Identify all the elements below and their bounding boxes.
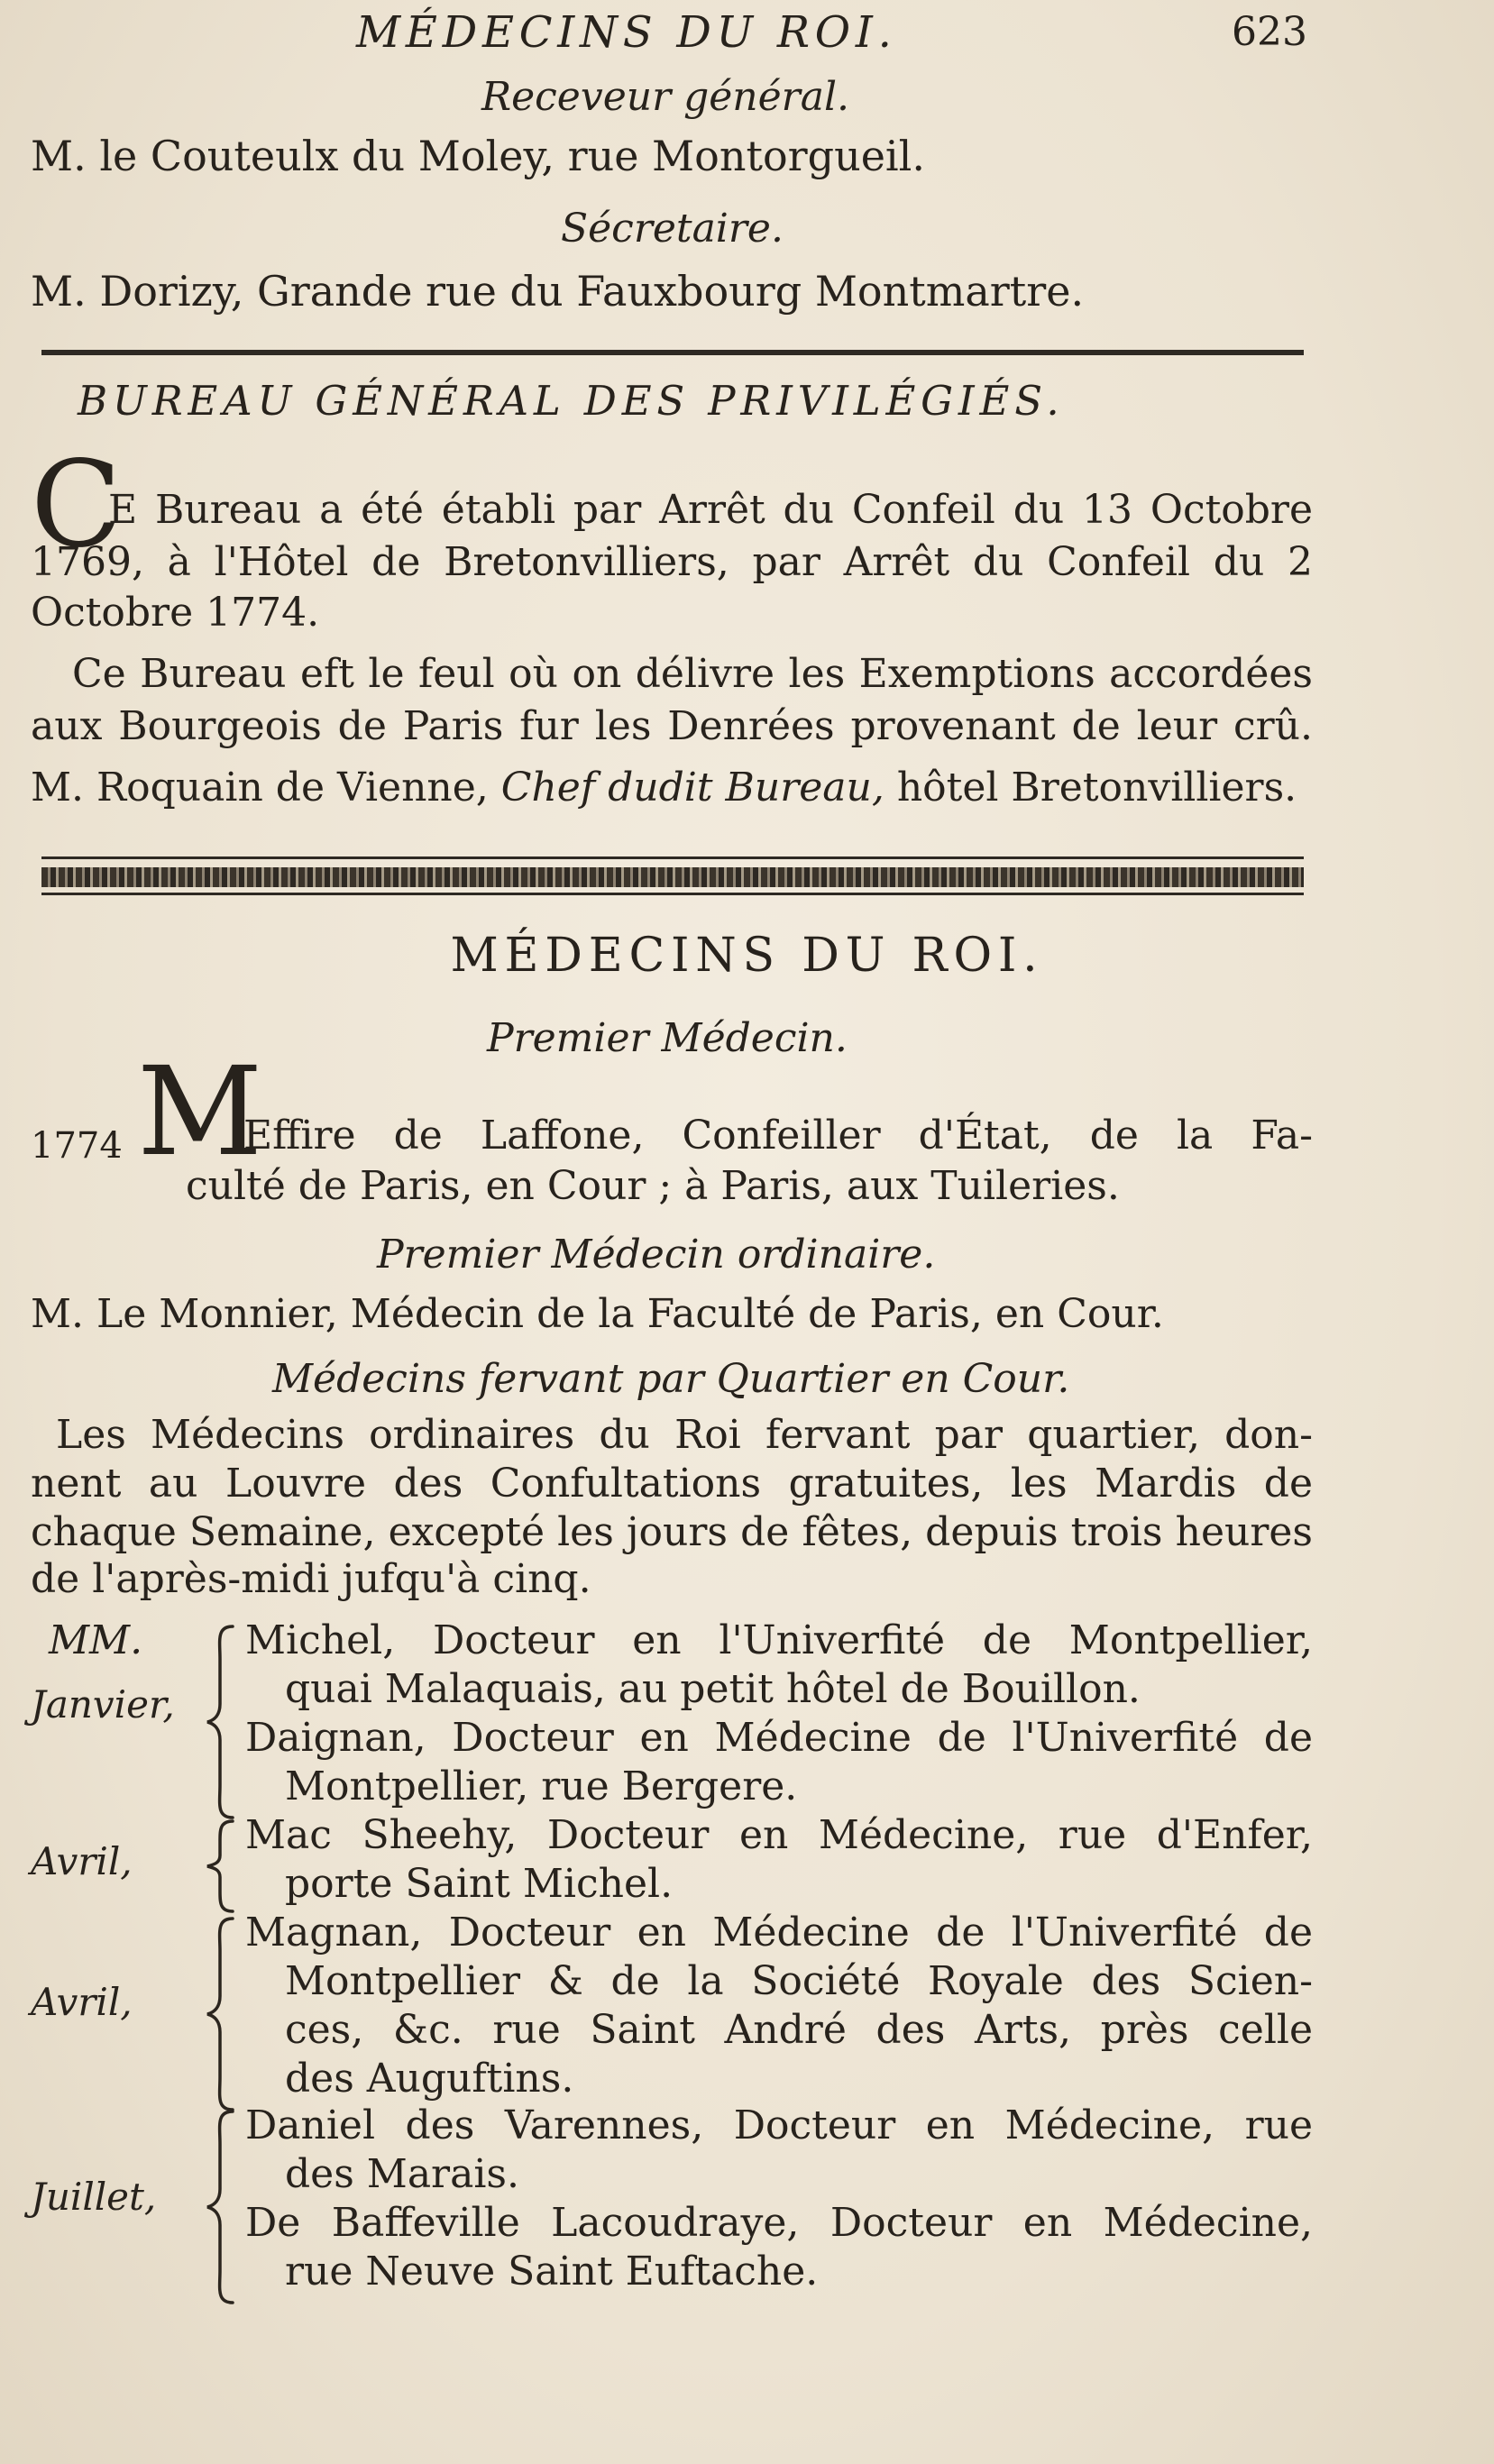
- bureau-para2-line1: Ce Bureau eft le feul où on délivre les Exemptions accordées: [72, 651, 1313, 697]
- quartier-line1: Les Médecins ordinaires du Roi fervant par quartier, don-: [56, 1412, 1313, 1458]
- chef-title: Chef dudit Bureau,: [500, 765, 884, 811]
- secretaire-entry: M. Dorizy, Grande rue du Fauxbourg Montmartre.: [31, 267, 1085, 316]
- quartier-heading: Médecins fervant par Quartier en Cour.: [272, 1356, 1070, 1402]
- entry-line: Mac Sheehy, Docteur en Médecine, rue d'Enfer,: [245, 1812, 1313, 1858]
- bureau-para2-line2: aux Bourgeois de Paris fur les Denrées provenant de leur crû.: [31, 703, 1313, 749]
- premier-line1: Effire de Laffone, Confeiller d'État, de la Fa-: [243, 1113, 1313, 1159]
- entry-line: Montpellier, rue Bergere.: [285, 1763, 798, 1809]
- entry-line: des Marais.: [285, 2151, 519, 2197]
- receveur-entry: M. le Couteulx du Moley, rue Montorgueil.: [31, 132, 925, 180]
- premier-year: 1774: [31, 1125, 123, 1167]
- brace-icon: [204, 1623, 236, 1821]
- brace-icon: [204, 1915, 236, 2113]
- bureau-chef-line: [31, 765, 1313, 811]
- entry-line: Daignan, Docteur en Médecine de l'Univerfité de: [245, 1715, 1313, 1761]
- ornament-rule-top: [41, 856, 1304, 859]
- month-label: Juillet,: [31, 2175, 157, 2219]
- entry-line: des Auguftins.: [285, 2056, 574, 2102]
- entry-line: ces, &c. rue Saint André des Arts, près celle: [285, 2007, 1313, 2053]
- chef-address: hôtel Bretonvilliers.: [896, 765, 1297, 811]
- entry-line: Daniel des Varennes, Docteur en Médecine, rue: [245, 2102, 1313, 2148]
- medecins-title: MÉDECINS DU ROI.: [450, 929, 1044, 983]
- mm-label: MM.: [49, 1617, 143, 1663]
- ordinaire-entry: M. Le Monnier, Médecin de la Faculté de Paris, en Cour.: [31, 1291, 1164, 1337]
- bureau-title: BUREAU GÉNÉRAL DES PRIVILÉGIÉS.: [78, 377, 1065, 425]
- quartier-line4: de l'après-midi jufqu'à cinq.: [31, 1556, 591, 1602]
- bureau-para1-line2: 1769, à l'Hôtel de Bretonvilliers, par Arrêt du Confeil du 2: [31, 539, 1313, 585]
- receveur-heading: Receveur général.: [481, 74, 850, 120]
- chef-name: M. Roquain de Vienne,: [31, 765, 489, 811]
- month-label: Avril,: [31, 1839, 133, 1883]
- section-rule: [41, 350, 1304, 355]
- bureau-dropcap: C: [31, 435, 122, 574]
- premier-line2: culté de Paris, en Cour ; à Paris, aux Tuileries.: [186, 1163, 1120, 1209]
- quartier-line3: chaque Semaine, excepté les jours de fêtes, depuis trois heures: [31, 1509, 1313, 1555]
- entry-line: porte Saint Michel.: [285, 1861, 674, 1907]
- entry-line: quai Malaquais, au petit hôtel de Bouillon.: [285, 1666, 1141, 1712]
- ornament-rule-bottom: [41, 893, 1304, 895]
- ornament-band: [41, 867, 1304, 887]
- bureau-para1-line1: E Bureau a été établi par Arrêt du Confeil du 13 Octobre: [108, 487, 1313, 533]
- bureau-para1-line3: Octobre 1774.: [31, 590, 320, 636]
- secretaire-heading: Sécretaire.: [561, 206, 784, 252]
- month-label: Janvier,: [31, 1682, 175, 1727]
- brace-icon: [204, 2108, 236, 2306]
- entry-line: Michel, Docteur en l'Univerfité de Montpellier,: [245, 1617, 1313, 1663]
- month-label: Avril,: [31, 1980, 133, 2024]
- quartier-line2: nent au Louvre des Confultations gratuites, les Mardis de: [31, 1461, 1313, 1507]
- entry-line: rue Neuve Saint Euftache.: [285, 2249, 819, 2295]
- page-number: 623: [1232, 9, 1307, 55]
- premier-dropcap: M: [137, 1041, 263, 1184]
- entry-line: Montpellier & de la Société Royale des Scien-: [285, 1958, 1313, 2004]
- premier-medecin-heading: Premier Médecin.: [487, 1015, 848, 1061]
- brace-icon: [204, 1818, 236, 1915]
- running-head: MÉDECINS DU ROI.: [356, 7, 897, 58]
- entry-line: Magnan, Docteur en Médecine de l'Univerfité de: [245, 1910, 1313, 1956]
- entry-line: De Baffeville Lacoudraye, Docteur en Médecine,: [245, 2200, 1313, 2246]
- ordinaire-heading: Premier Médecin ordinaire.: [377, 1232, 936, 1278]
